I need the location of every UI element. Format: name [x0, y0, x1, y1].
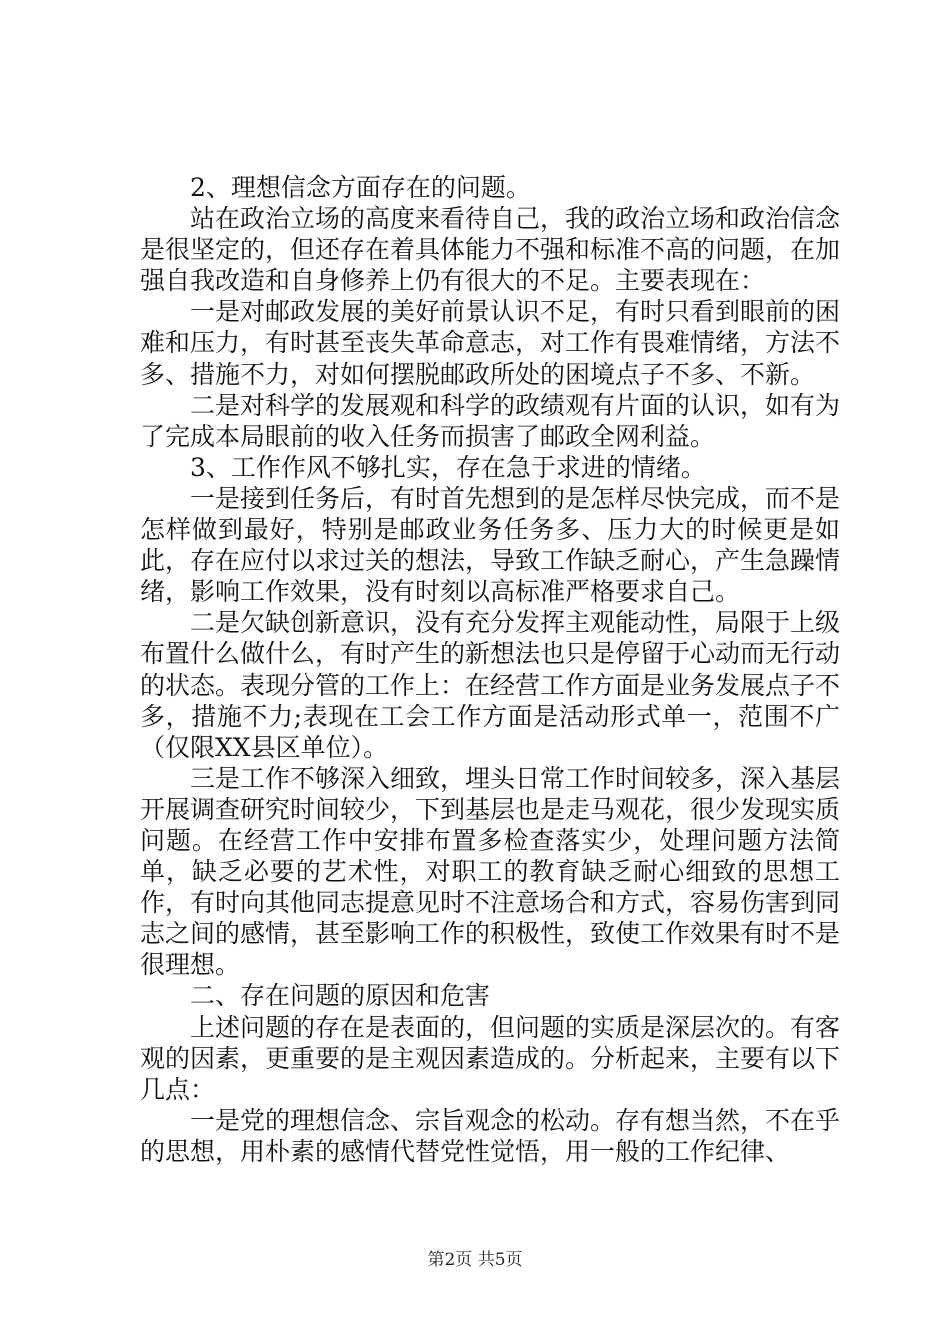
- paragraph-work-style-two: 二是欠缺创新意识，没有充分发挥主观能动性，局限于上级布置什么做什么，有时产生的新想法也只是停留于心动而无行动的状态。表现分管的工作上：在经营工作方面是业务发展点子不多，措施不力;表现在工会工作方面是活动形式单一，范围不广（仅限XX县区单位）。: [140, 608, 841, 762]
- paragraph-cause-one: 一是党的理想信念、宗旨观念的松动。存有想当然，不在乎的思想，用朴素的感情代替党性觉悟，用一般的工作纪律、: [140, 1105, 841, 1166]
- paragraph-political-stance: 站在政治立场的高度来看待自己，我的政治立场和政治信念是很坚定的，但还存在着具体能力不强和标准不高的问题，在加强自我改造和自身修养上仍有很大的不足。主要表现在：: [140, 204, 841, 296]
- section-heading-ideals: 2、理想信念方面存在的问题。: [190, 173, 531, 202]
- paragraph-causes-intro: 上述问题的存在是表面的，但问题的实质是深层次的。有客观的因素，更重要的是主观因素造成的。分析起来，主要有以下几点：: [140, 1012, 841, 1104]
- paragraph-point-two-development-view: 二是对科学的发展观和科学的政绩观有片面的认识，如有为了完成本局眼前的收入任务而损害了邮政全网利益。: [140, 390, 841, 451]
- paragraph-work-style-one: 一是接到任务后，有时首先想到的是怎样尽快完成，而不是怎样做到最好，特别是邮政业务任务多、压力大的时候更是如此，存在应付以求过关的想法，导致工作缺乏耐心，产生急躁情绪，影响工作效果，没有时刻以高标准严格要求自己。: [140, 483, 841, 607]
- section-heading-work-style: 3、工作作风不够扎实，存在急于求进的情绪。: [190, 452, 706, 482]
- section-heading-causes: 二、存在问题的原因和危害: [190, 981, 491, 1011]
- document-body: [140, 172, 840, 1167]
- page-footer: 第2页 共5页: [427, 1250, 523, 1270]
- paragraph-point-one-prospects: 一是对邮政发展的美好前景认识不足，有时只看到眼前的困难和压力，有时甚至丧失革命意志，对工作有畏难情绪，方法不多、措施不力，对如何摆脱邮政所处的困境点子不多、不新。: [140, 297, 841, 389]
- paragraph-work-style-three: 三是工作不够深入细致，埋头日常工作时间较多，深入基层开展调查研究时间较少，下到基层也是走马观花，很少发现实质问题。在经营工作中安排布置多检查落实少，处理问题方法简单，缺乏必要的艺术性，对职工的教育缺乏耐心细致的思想工作，有时向其他同志提意见时不注意场合和方式，容易伤害到同志之间的感情，甚至影响工作的积极性，致使工作效果有时不是很理想。: [140, 763, 841, 980]
